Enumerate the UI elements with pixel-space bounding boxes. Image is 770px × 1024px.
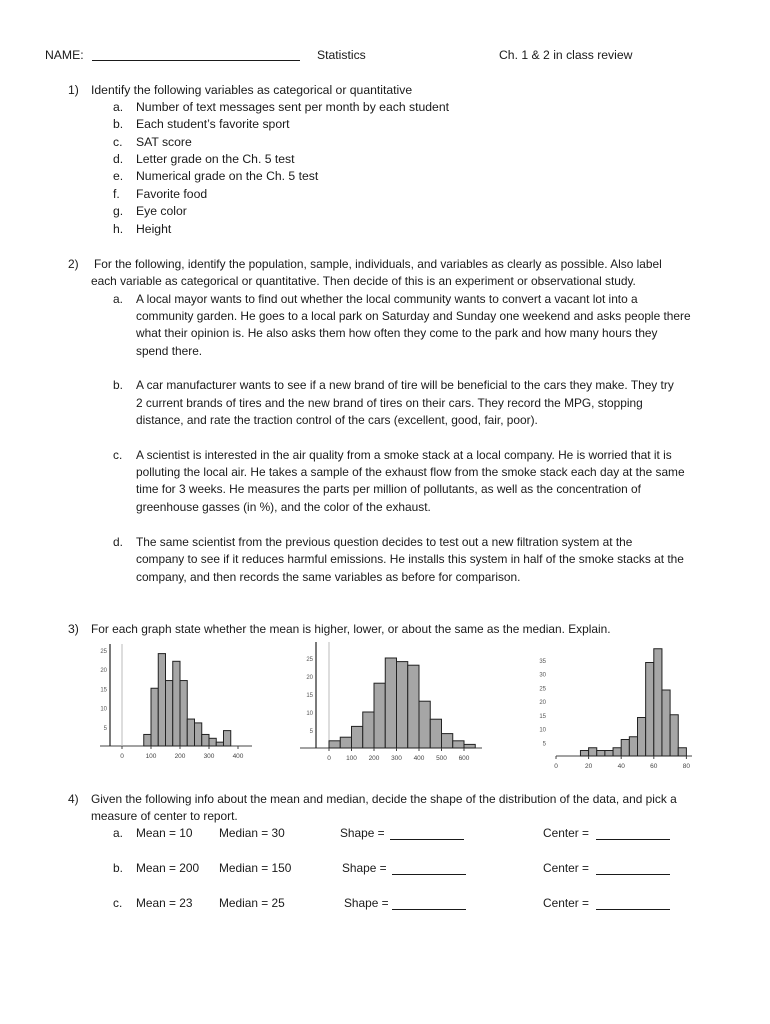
- scenario-text-line: polluting the local air. He takes a sample of the exhaust flow from the smoke stack each day at the same: [136, 465, 685, 479]
- scenario-text-line: company to see if it reduces harmful emissions. He installs this system in half of the smoke stacks at the: [136, 552, 684, 566]
- svg-text:5: 5: [542, 741, 546, 748]
- svg-text:600: 600: [458, 755, 470, 762]
- histogram-symmetric: [300, 638, 490, 765]
- question-number: 1): [68, 83, 79, 97]
- list-item: Favorite food: [136, 187, 208, 201]
- svg-text:15: 15: [306, 693, 313, 699]
- histogram-left-skewed: [530, 638, 700, 768]
- scenario-text-line: 2 current brands of tires and the new brand of tires on their cars. They record the MPG, stopping: [136, 396, 643, 410]
- scenario-text-line: distance, and rate the traction control of the cars (excellent, good, fair, poor).: [136, 413, 538, 427]
- question-prompt: For each graph state whether the mean is higher, lower, or about the same as the median. Explain.: [91, 622, 611, 636]
- scenario-text-line: company, and then records the same variables as before for comparison.: [136, 570, 521, 584]
- shape-answer-blank[interactable]: [392, 862, 466, 875]
- mean-value: Mean = 23: [136, 896, 193, 910]
- scenario-label: c.: [113, 448, 123, 462]
- svg-text:20: 20: [584, 763, 593, 768]
- center-answer-blank[interactable]: [596, 827, 670, 840]
- svg-text:25: 25: [100, 648, 107, 655]
- question-number: 4): [68, 792, 79, 806]
- scenario-label: a.: [113, 292, 123, 306]
- median-value: Median = 25: [219, 896, 285, 910]
- scenario-text-line: what their opinion is. He also asks them how often they come to the park and how many hours they: [136, 326, 658, 340]
- list-item: Letter grade on the Ch. 5 test: [136, 152, 295, 166]
- scenario-label: d.: [113, 535, 123, 549]
- svg-text:200: 200: [368, 755, 380, 762]
- svg-text:15: 15: [100, 687, 107, 694]
- list-item-label: b.: [113, 117, 124, 131]
- shape-answer-blank[interactable]: [392, 897, 466, 910]
- mean-value: Mean = 200: [136, 861, 200, 875]
- svg-text:300: 300: [203, 753, 215, 760]
- svg-text:5: 5: [103, 725, 107, 732]
- svg-text:60: 60: [650, 763, 658, 768]
- item-label: a.: [113, 826, 123, 840]
- scenario-text-line: A scientist is interested in the air quality from a smoke stack at a local company. He is worried that it is: [136, 448, 672, 462]
- svg-text:500: 500: [436, 755, 447, 762]
- svg-text:10: 10: [100, 706, 107, 713]
- list-item: Eye color: [136, 204, 187, 218]
- worksheet-title: Ch. 1 & 2 in class review: [499, 48, 633, 62]
- list-item: Number of text messages sent per month by each student: [136, 100, 449, 114]
- list-item-label: c.: [113, 135, 123, 149]
- scenario-label: b.: [113, 378, 123, 392]
- scenario-text-line: time for 3 weeks. He measures the parts per million of pollutants, as well as the concentration of: [136, 482, 641, 496]
- shape-label: Shape =: [344, 896, 389, 910]
- list-item: SAT score: [136, 135, 192, 149]
- scenario-text-line: greenhouse gasses (in %), and the color of the exhaust.: [136, 500, 431, 514]
- svg-text:20: 20: [539, 700, 546, 706]
- svg-text:80: 80: [682, 763, 691, 768]
- svg-text:10: 10: [539, 727, 546, 734]
- shape-answer-blank[interactable]: [390, 827, 464, 840]
- question-prompt-line: For the following, identify the population, sample, individuals, and variables as clearly as possible. Also label: [94, 257, 662, 271]
- question-number: 3): [68, 622, 79, 636]
- histogram-right-skewed: [100, 640, 260, 765]
- svg-text:15: 15: [539, 713, 546, 720]
- question-number: 2): [68, 257, 79, 271]
- course-name: Statistics: [317, 48, 366, 62]
- svg-text:40: 40: [617, 763, 625, 768]
- svg-text:0: 0: [120, 753, 124, 760]
- svg-text:0: 0: [327, 755, 331, 762]
- scenario-text-line: A car manufacturer wants to see if a new brand of tire will be beneficial to the cars they make. They try: [136, 378, 674, 392]
- svg-text:25: 25: [539, 686, 546, 693]
- shape-label: Shape =: [342, 861, 387, 875]
- svg-text:300: 300: [391, 755, 402, 762]
- median-value: Median = 150: [219, 861, 292, 875]
- center-label: Center =: [543, 826, 589, 840]
- svg-text:30: 30: [539, 672, 546, 679]
- name-blank-field[interactable]: [92, 48, 300, 61]
- list-item-label: g.: [113, 204, 124, 218]
- list-item-label: e.: [113, 169, 124, 183]
- item-label: b.: [113, 861, 123, 875]
- center-label: Center =: [543, 896, 589, 910]
- question-prompt-line: measure of center to report.: [91, 809, 238, 823]
- svg-text:35: 35: [539, 658, 546, 665]
- scenario-text-line: The same scientist from the previous question decides to test out a new filtration system at the: [136, 535, 633, 549]
- svg-text:25: 25: [306, 657, 313, 663]
- name-label: NAME:: [45, 48, 84, 62]
- list-item: Numerical grade on the Ch. 5 test: [136, 169, 319, 183]
- svg-text:10: 10: [306, 711, 313, 717]
- svg-text:400: 400: [232, 753, 244, 760]
- svg-text:200: 200: [174, 753, 186, 760]
- scenario-text-line: A local mayor wants to find out whether the local community wants to convert a vacant lot into a: [136, 292, 638, 306]
- svg-text:0: 0: [554, 763, 558, 768]
- question-prompt: Identify the following variables as categorical or quantitative: [91, 83, 413, 97]
- center-answer-blank[interactable]: [596, 862, 670, 875]
- svg-text:100: 100: [346, 755, 357, 762]
- scenario-text-line: spend there.: [136, 344, 203, 358]
- list-item-label: f.: [113, 187, 120, 201]
- svg-text:20: 20: [306, 675, 313, 681]
- center-label: Center =: [543, 861, 589, 875]
- median-value: Median = 30: [219, 826, 285, 840]
- question-prompt-line: Given the following info about the mean and median, decide the shape of the distribution of the data, and pick a: [91, 792, 677, 806]
- item-label: c.: [113, 896, 123, 910]
- svg-text:5: 5: [309, 729, 313, 735]
- mean-value: Mean = 10: [136, 826, 193, 840]
- question-prompt-line: each variable as categorical or quantitative. Then decide of this is an experiment or observational study.: [91, 274, 636, 288]
- list-item: Each student’s favorite sport: [136, 117, 290, 131]
- svg-text:400: 400: [413, 755, 425, 762]
- list-item-label: h.: [113, 222, 124, 236]
- list-item-label: a.: [113, 100, 124, 114]
- list-item-label: d.: [113, 152, 124, 166]
- list-item: Height: [136, 222, 172, 236]
- shape-label: Shape =: [340, 826, 385, 840]
- svg-text:20: 20: [100, 668, 107, 674]
- svg-text:100: 100: [145, 753, 157, 760]
- scenario-text-line: community garden. He goes to a local park on Saturday and Sunday one weekend and asks people there: [136, 309, 691, 323]
- center-answer-blank[interactable]: [596, 897, 670, 910]
